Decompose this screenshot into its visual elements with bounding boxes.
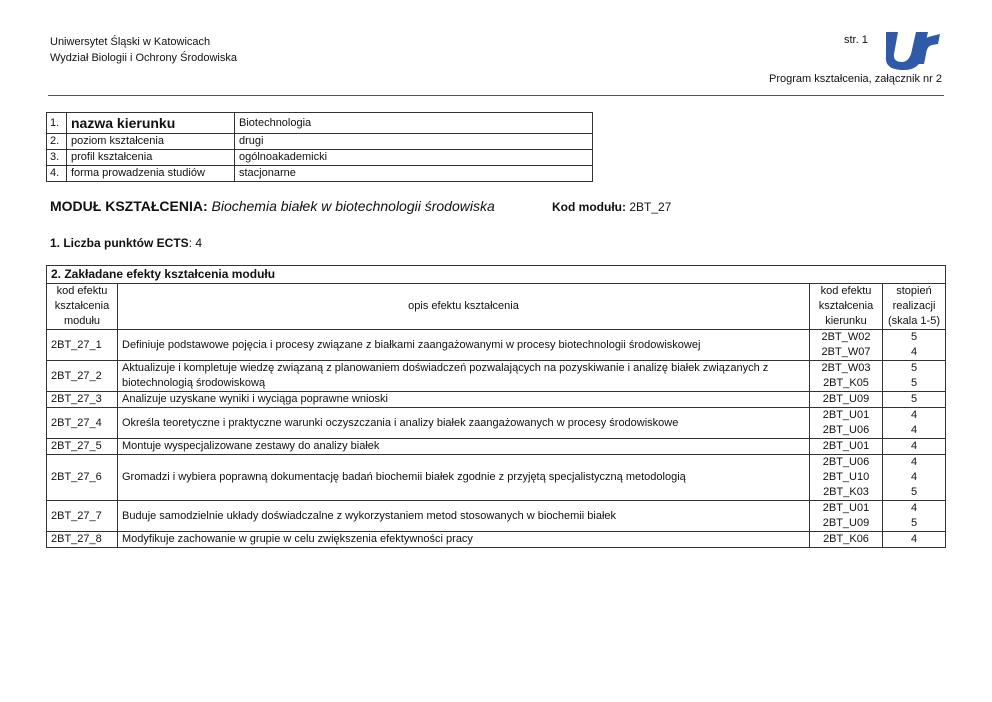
faculty-name: Wydział Biologii i Ochrony Środowiska xyxy=(50,52,237,64)
ects-value: : 4 xyxy=(188,236,203,250)
realization-level: 4 xyxy=(910,409,918,421)
info-value: Biotechnologia xyxy=(235,113,593,134)
direction-code: 2BT_U01 xyxy=(822,440,870,452)
realization-level: 5 xyxy=(910,517,918,529)
realization-level: 5 xyxy=(910,486,918,498)
info-num: 2. xyxy=(47,134,67,150)
info-value: stacjonarne xyxy=(235,166,593,182)
direction-code: 2BT_K03 xyxy=(823,486,869,498)
info-label: forma prowadzenia studiów xyxy=(67,166,235,182)
direction-code: 2BT_U06 xyxy=(822,424,870,436)
realization-level: 5 xyxy=(910,362,918,374)
realization-level: 4 xyxy=(910,456,918,468)
table-row xyxy=(47,330,946,361)
realization-level: 5 xyxy=(910,377,918,389)
table-row xyxy=(47,501,946,532)
realization-level: 4 xyxy=(910,440,918,452)
info-label: nazwa kierunku xyxy=(67,113,235,134)
direction-codes xyxy=(810,361,883,392)
outcome-code: 2BT_27_2 xyxy=(47,361,118,392)
realization-levels xyxy=(883,408,946,439)
ects-points xyxy=(50,236,202,250)
realization-level: 4 xyxy=(910,471,918,483)
module-code xyxy=(552,200,671,214)
realization-levels xyxy=(883,330,946,361)
module-code-label: Kod modułu: xyxy=(552,200,626,214)
direction-code: 2BT_K05 xyxy=(823,377,869,389)
realization-levels xyxy=(883,532,946,548)
outcome-description: Modyfikuje zachowanie w grupie w celu zwiększenia efektywności pracy xyxy=(118,532,810,548)
outcome-description: Definiuje podstawowe pojęcia i procesy związane z białkami zaangażowanymi w procesy biotechnologii środowiskowej xyxy=(118,330,810,361)
direction-code: 2BT_K06 xyxy=(823,533,869,545)
direction-codes xyxy=(810,408,883,439)
info-num: 4. xyxy=(47,166,67,182)
outcome-code: 2BT_27_1 xyxy=(47,330,118,361)
header-line: kierunku xyxy=(825,315,867,327)
info-row xyxy=(47,150,593,166)
direction-codes xyxy=(810,330,883,361)
outcomes-rows xyxy=(47,330,946,548)
header-line: kształcenia xyxy=(54,300,110,312)
header-line: realizacji xyxy=(892,300,936,312)
info-value: drugi xyxy=(235,134,593,150)
table-row xyxy=(47,361,946,392)
outcome-code: 2BT_27_7 xyxy=(47,501,118,532)
realization-levels xyxy=(883,439,946,455)
outcomes-title-row xyxy=(47,266,946,284)
header-line: modułu xyxy=(63,315,101,327)
outcome-description: Montuje wyspecjalizowane zestawy do analizy białek xyxy=(118,439,810,455)
module-prefix: MODUŁ KSZTAŁCENIA: xyxy=(50,198,208,214)
direction-code: 2BT_U06 xyxy=(822,456,870,468)
page-number: str. 1 xyxy=(844,34,868,46)
outcome-code: 2BT_27_5 xyxy=(47,439,118,455)
direction-codes xyxy=(810,501,883,532)
realization-level: 4 xyxy=(910,533,918,545)
realization-levels xyxy=(883,455,946,501)
realization-levels xyxy=(883,392,946,408)
direction-codes xyxy=(810,439,883,455)
outcome-description: Buduje samodzielnie układy doświadczalne z wykorzystaniem metod stosowanych w biochemii białek xyxy=(118,501,810,532)
header-description: opis efektu kształcenia xyxy=(118,284,810,330)
module-name: Biochemia białek w biotechnologii środowiska xyxy=(211,198,495,214)
info-label: poziom kształcenia xyxy=(67,134,235,150)
outcome-description: Aktualizuje i kompletuje wiedzę związaną z planowaniem doświadczeń pozwalających na pozyskiwanie i analizę białek związanych z biotechnologią środowiskową xyxy=(118,361,810,392)
realization-level: 5 xyxy=(910,331,918,343)
module-code-value: 2BT_27 xyxy=(629,200,672,214)
realization-level: 4 xyxy=(910,502,918,514)
info-label: profil kształcenia xyxy=(67,150,235,166)
direction-code: 2BT_U09 xyxy=(822,517,870,529)
module-title xyxy=(50,198,495,214)
direction-codes xyxy=(810,532,883,548)
info-row xyxy=(47,134,593,150)
direction-code: 2BT_W07 xyxy=(821,346,871,358)
outcome-code: 2BT_27_3 xyxy=(47,392,118,408)
outcomes-header-row xyxy=(47,284,946,330)
program-note: Program kształcenia, załącznik nr 2 xyxy=(768,73,942,85)
header-direction-code xyxy=(810,284,883,330)
direction-code: 2BT_U01 xyxy=(822,502,870,514)
direction-codes xyxy=(810,455,883,501)
info-num: 3. xyxy=(47,150,67,166)
realization-levels xyxy=(883,361,946,392)
direction-code: 2BT_U10 xyxy=(822,471,870,483)
info-value: ogólnoakademicki xyxy=(235,150,593,166)
outcome-code: 2BT_27_8 xyxy=(47,532,118,548)
direction-codes xyxy=(810,392,883,408)
university-name: Uniwersytet Śląski w Katowicach xyxy=(50,36,211,48)
ects-label: 1. Liczba punktów ECTS xyxy=(50,236,189,250)
header-line: (skala 1-5) xyxy=(888,315,940,327)
learning-outcomes-table xyxy=(46,265,946,548)
realization-levels xyxy=(883,501,946,532)
info-num: 1. xyxy=(47,113,67,134)
header-module-code xyxy=(47,284,118,330)
realization-level: 4 xyxy=(910,346,918,358)
outcomes-title: 2. Zakładane efekty kształcenia modułu xyxy=(47,266,946,284)
direction-code: 2BT_W03 xyxy=(821,362,871,374)
direction-code: 2BT_U09 xyxy=(822,393,870,405)
info-row xyxy=(47,166,593,182)
table-row xyxy=(47,439,946,455)
outcome-code: 2BT_27_4 xyxy=(47,408,118,439)
realization-level: 5 xyxy=(910,393,918,405)
info-row xyxy=(47,113,593,134)
realization-level: 4 xyxy=(910,424,918,436)
outcome-description: Gromadzi i wybiera poprawną dokumentację badań biochemii białek zgodnie z przyjętą specjalistyczną metodologią xyxy=(118,455,810,501)
direction-code: 2BT_W02 xyxy=(821,331,871,343)
outcome-description: Określa teoretyczne i praktyczne warunki oczyszczania i analizy białek zaangażowanych w procesy środowiskowe xyxy=(118,408,810,439)
direction-code: 2BT_U01 xyxy=(822,409,870,421)
table-row xyxy=(47,392,946,408)
header-line: kod efektu xyxy=(820,285,872,297)
outcome-code: 2BT_27_6 xyxy=(47,455,118,501)
header-line: kształcenia xyxy=(818,300,874,312)
header-divider xyxy=(48,95,944,96)
header-level xyxy=(883,284,946,330)
outcome-description: Analizuje uzyskane wyniki i wyciąga poprawne wnioski xyxy=(118,392,810,408)
table-row xyxy=(47,408,946,439)
program-info-table xyxy=(46,112,593,182)
header-line: stopień xyxy=(896,285,932,297)
header-line: kod efektu xyxy=(56,285,108,297)
university-logo-icon xyxy=(880,28,942,72)
document-header-left xyxy=(50,34,237,66)
table-row xyxy=(47,455,946,501)
table-row xyxy=(47,532,946,548)
